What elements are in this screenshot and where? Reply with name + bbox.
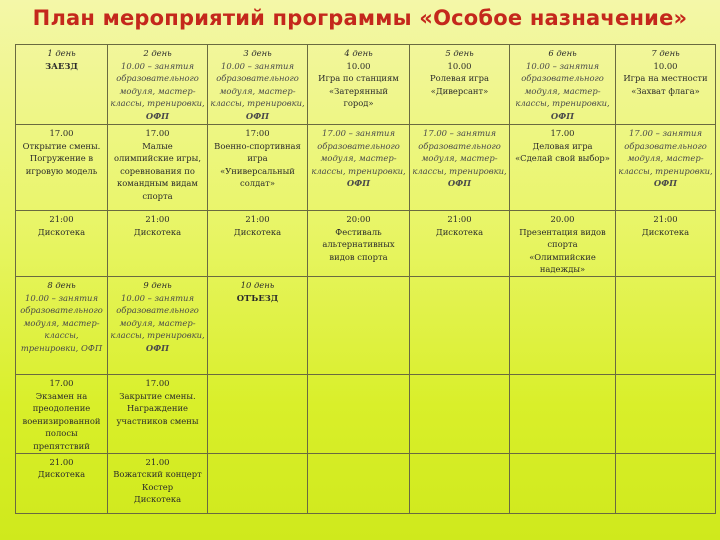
cell-line: Дискотека [37, 226, 86, 237]
cell-line: 17.00 [49, 128, 74, 138]
cell-line: ОТЪЕЗД [236, 292, 279, 303]
cell-line: образовательного [20, 305, 103, 316]
day-label: 10 день [240, 279, 275, 290]
cell-line: классы, тренировки, [412, 165, 507, 176]
cell-line: спорта [547, 239, 578, 250]
cell-line: военизированной [22, 415, 101, 426]
schedule-cell [16, 374, 108, 453]
schedule-cell [108, 374, 208, 453]
cell-line: альтернативных [322, 239, 395, 250]
schedule-table [15, 44, 716, 514]
schedule-cell [108, 453, 208, 513]
cell-line: модуля, мастер- [119, 85, 196, 96]
cell-line: модуля, мастер- [23, 317, 100, 328]
cell-line: Деловая игра [532, 140, 593, 151]
cell-line: Игра на местности [623, 73, 708, 84]
cell-line: 20.00 [550, 214, 575, 224]
schedule-cell [410, 211, 510, 277]
cell-line: игровую модель [25, 165, 98, 176]
cell-line: образовательного [418, 140, 501, 151]
day-label: 1 день [47, 48, 76, 58]
schedule-cell [208, 211, 308, 277]
cell-line: классы, [44, 330, 79, 341]
cell-line: 10.00 [346, 60, 371, 71]
day-label: 4 день [344, 48, 373, 58]
day-label: 2 день [143, 48, 172, 58]
schedule-cell [616, 125, 716, 211]
cell-line: Малые [142, 140, 173, 151]
schedule-cell [510, 125, 616, 211]
cell-line: солдат» [240, 178, 275, 189]
schedule-cell [308, 125, 410, 211]
cell-line: ЗАЕЗД [45, 60, 78, 71]
cell-line: Игра по станциям [318, 73, 399, 84]
cell-line: 17.00 – занятия [629, 128, 702, 138]
schedule-cell [616, 374, 716, 453]
cell-line: образовательного [216, 73, 299, 84]
schedule-cell [208, 45, 308, 125]
cell-line: Экзамен на [35, 390, 88, 401]
cell-line: 21:00 [447, 214, 472, 224]
day-label: 6 день [548, 48, 577, 58]
cell-line: ОФП [653, 178, 678, 189]
cell-line: ОФП [346, 178, 371, 189]
cell-line: ОФП [145, 342, 170, 353]
cell-line: Фестиваль [335, 226, 382, 237]
cell-line: Погружение в [29, 153, 94, 164]
schedule-cell [308, 276, 410, 374]
day-label: 5 день [445, 48, 474, 58]
cell-line: «Сделай свой выбор» [515, 153, 610, 164]
cell-line: классы, тренировки, [311, 165, 406, 176]
cell-line: видов спорта [329, 251, 388, 262]
cell-line: тренировки, ОФП [20, 342, 103, 353]
cell-line: 10.00 [653, 60, 678, 71]
schedule-cell [108, 276, 208, 374]
cell-line: 17:00 [245, 128, 270, 138]
cell-line: надежды» [539, 264, 586, 275]
cell-line: Дискотека [435, 226, 484, 237]
cell-line: 17.00 – занятия [322, 128, 395, 138]
cell-line: 10.00 – занятия [221, 60, 294, 71]
schedule-cell [510, 211, 616, 277]
schedule-cell [208, 125, 308, 211]
cell-line: модуля, мастер- [421, 153, 498, 164]
table-row [16, 211, 716, 277]
cell-line: город» [343, 98, 374, 109]
cell-line: образовательного [624, 140, 707, 151]
cell-line: 17.00 [49, 377, 74, 388]
cell-line: классы, тренировки, [515, 98, 610, 109]
cell-line: 10.00 – занятия [25, 292, 98, 303]
cell-line: 21:00 [245, 214, 270, 224]
cell-line: игра [247, 153, 268, 164]
cell-line: полосы [45, 428, 78, 439]
cell-line: образовательного [116, 73, 199, 84]
cell-line: ОФП [447, 178, 472, 189]
schedule-cell [308, 211, 410, 277]
schedule-cell [308, 45, 410, 125]
cell-line: модуля, мастер- [320, 153, 397, 164]
day-label: 9 день [143, 279, 172, 290]
cell-line: участников смены [116, 415, 199, 426]
cell-line: классы, тренировки, [110, 98, 205, 109]
schedule-cell [16, 45, 108, 125]
cell-line: Костер [141, 481, 174, 492]
schedule-cell [510, 276, 616, 374]
schedule-cell [16, 453, 108, 513]
schedule-cell [208, 374, 308, 453]
cell-line: препятствий [33, 440, 90, 451]
cell-line: Ролевая игра [430, 73, 489, 84]
cell-line: соревнования по [120, 165, 195, 176]
cell-line: «Олимпийские [529, 251, 596, 262]
schedule-cell [510, 453, 616, 513]
schedule-cell [108, 211, 208, 277]
table-row [16, 45, 716, 125]
cell-line: 17.00 [550, 128, 575, 138]
schedule-cell [108, 125, 208, 211]
cell-line: классы, тренировки, [210, 98, 305, 109]
cell-line: Военно-спортивная [214, 140, 301, 151]
cell-line: 10.00 – занятия [121, 292, 194, 303]
cell-line: ОФП [550, 110, 575, 121]
cell-line: Вожатский концерт [113, 469, 202, 480]
cell-line: модуля, мастер- [219, 85, 296, 96]
schedule-cell [308, 374, 410, 453]
cell-line: 20:00 [346, 214, 371, 224]
cell-line: 21.00 [145, 456, 170, 467]
table-row [16, 453, 716, 513]
page-title: План мероприятий программы «Особое назначение» [32, 6, 688, 30]
cell-line: 10.00 – занятия [526, 60, 599, 71]
cell-line: 21:00 [49, 214, 74, 224]
cell-line: «Диверсант» [430, 85, 489, 96]
schedule-cell [410, 276, 510, 374]
cell-line: 21:00 [653, 214, 678, 224]
schedule-cell [616, 211, 716, 277]
cell-line: «Захват флага» [631, 85, 700, 96]
cell-line: 17.00 [145, 377, 170, 388]
cell-line: образовательного [317, 140, 400, 151]
schedule-cell [616, 45, 716, 125]
cell-line: 21.00 [49, 456, 74, 467]
cell-line: классы, тренировки, [110, 330, 205, 341]
schedule-cell [308, 453, 410, 513]
table-row [16, 276, 716, 374]
schedule-cell [616, 276, 716, 374]
schedule-cell [108, 45, 208, 125]
cell-line: 17.00 [145, 128, 170, 138]
schedule-cell [510, 45, 616, 125]
cell-line: Презентация видов [519, 226, 606, 237]
schedule-cell [16, 276, 108, 374]
cell-line: Дискотека [641, 226, 690, 237]
cell-line: модуля, мастер- [524, 85, 601, 96]
table-row [16, 125, 716, 211]
cell-line: ОФП [145, 110, 170, 121]
cell-line: 17.00 – занятия [423, 128, 496, 138]
cell-line: преодоление [32, 403, 91, 414]
cell-line: Награждение [127, 403, 188, 414]
schedule-cell [410, 125, 510, 211]
cell-line: Дискотека [133, 494, 182, 505]
table-row [16, 374, 716, 453]
cell-line: «Затерянный [329, 85, 388, 96]
cell-line: «Универсальный [220, 165, 295, 176]
day-label: 3 день [243, 48, 272, 58]
cell-line: модуля, мастер- [627, 153, 704, 164]
schedule-cell [208, 276, 308, 374]
cell-line: командным видам [117, 178, 198, 189]
cell-line: 10.00 – занятия [121, 60, 194, 71]
cell-line: модуля, мастер- [119, 317, 196, 328]
schedule-cell [16, 125, 108, 211]
cell-line: Дискотека [37, 469, 86, 480]
cell-line: спорта [142, 190, 173, 201]
cell-line: образовательного [521, 73, 604, 84]
cell-line: Дискотека [133, 226, 182, 237]
cell-line: Закрытие смены. [119, 390, 196, 401]
cell-line: образовательного [116, 305, 199, 316]
cell-line: Открытие смены. [22, 140, 101, 151]
schedule-cell [208, 453, 308, 513]
schedule-cell [410, 45, 510, 125]
cell-line: классы, тренировки, [618, 165, 713, 176]
cell-line: ОФП [245, 110, 270, 121]
cell-line: олимпийские игры, [114, 153, 201, 164]
cell-line: 10.00 [447, 60, 472, 71]
schedule-cell [16, 211, 108, 277]
schedule-cell [616, 453, 716, 513]
day-label: 8 день [47, 279, 76, 290]
schedule-cell [410, 453, 510, 513]
schedule-cell [510, 374, 616, 453]
schedule-cell [410, 374, 510, 453]
day-label: 7 день [651, 48, 680, 58]
cell-line: Дискотека [233, 226, 282, 237]
cell-line: 21:00 [145, 214, 170, 224]
